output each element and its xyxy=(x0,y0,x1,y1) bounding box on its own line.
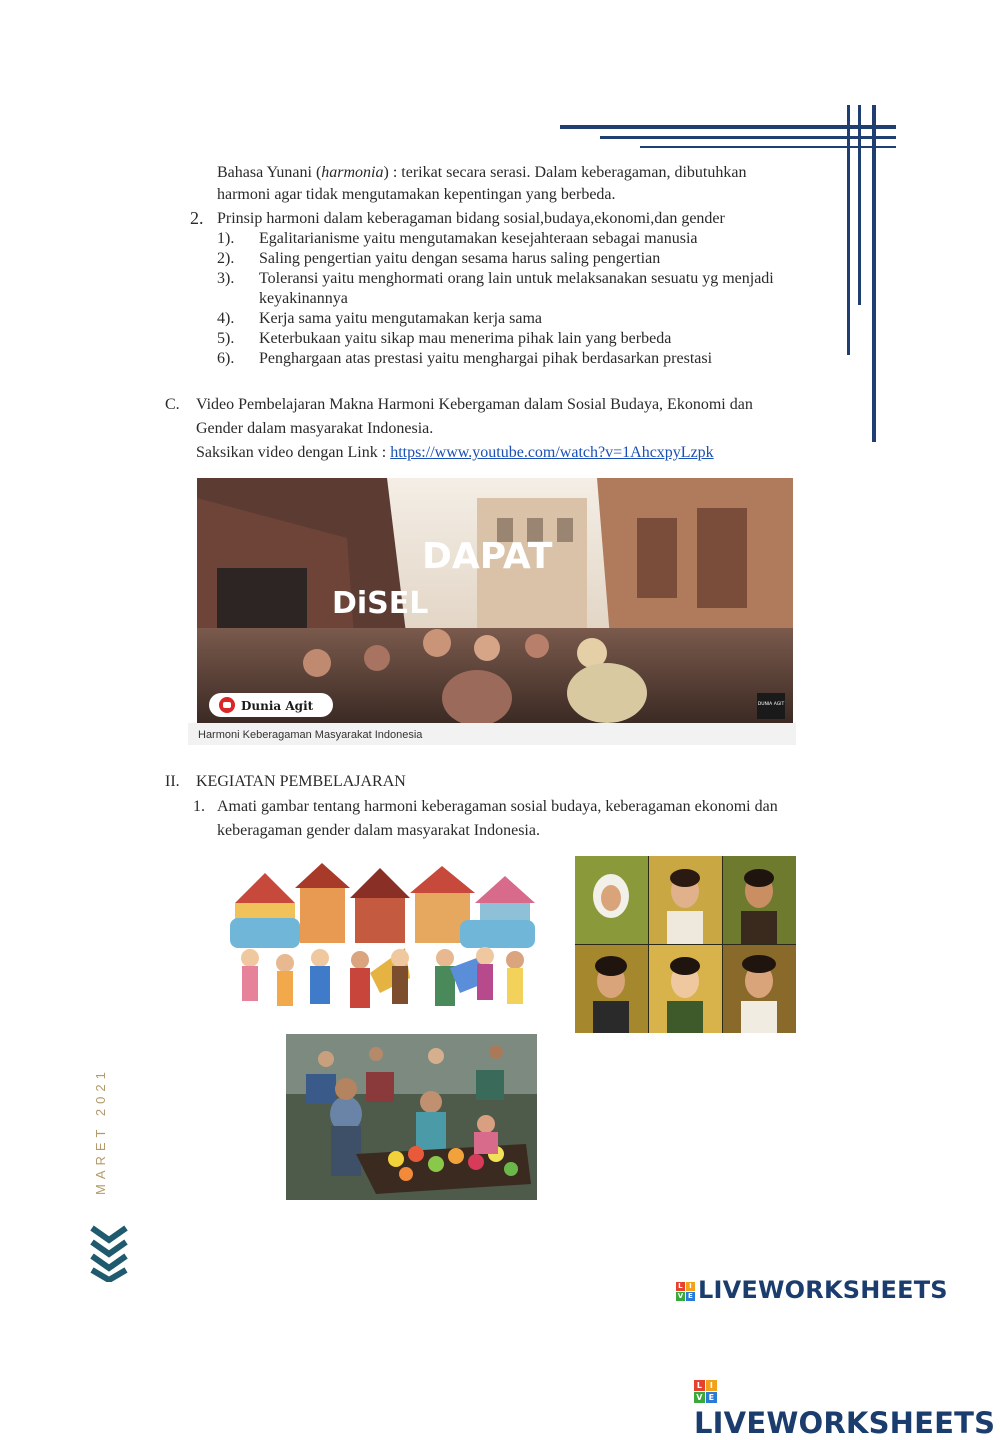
principle-number: 2. xyxy=(190,208,204,228)
video-link-line: Saksikan video dengan Link : https://www.youtube.com/watch?v=1AhcxpyLzpk xyxy=(196,444,714,461)
section-a-line2: harmoni agar tidak mengutamakan kepentingan yang berbeda. xyxy=(217,186,616,203)
overlay-word-disel: DiSEL xyxy=(332,586,429,621)
video-caption: Harmoni Keberagaman Masyarakat Indonesia xyxy=(198,729,423,741)
list-item: 1). Egalitarianisme yaitu mengutamakan kesejahteraan sebagai manusia xyxy=(217,230,698,247)
side-date-label: MARET 2021 xyxy=(93,1067,108,1195)
list-item: 5). Keterbukaan yaitu sikap mau menerima pihak lain yang berbeda xyxy=(217,330,672,347)
overlay-word-dapat: DAPAT xyxy=(422,536,553,577)
list-item: 6). Penghargaan atas prestasi yaitu menghargai pihak berdasarkan prestasi xyxy=(217,350,713,367)
chevron-down-icon xyxy=(90,1224,128,1282)
floating-market-photo xyxy=(286,1034,537,1200)
list-item: 4). Kerja sama yaitu mengutamakan kerja sama xyxy=(217,310,542,327)
liveworksheets-logo-icon: L I V E xyxy=(676,1282,695,1301)
cultural-diversity-illustration xyxy=(230,858,535,1028)
section-ii-title: KEGIATAN PEMBELAJARAN xyxy=(196,773,406,790)
section-ii-numeral: II. xyxy=(165,773,180,790)
liveworksheets-logo-icon: L I V E xyxy=(694,1380,717,1403)
heroines-portraits xyxy=(575,856,796,1033)
video-caption-bar xyxy=(188,723,796,745)
section-a-text xyxy=(217,163,837,205)
list-item-continued: keyakinannya xyxy=(259,290,348,307)
corner-badge: DUNIA AGIT xyxy=(757,702,785,707)
section-ii-item-num: 1. xyxy=(193,798,205,815)
video-thumbnail[interactable] xyxy=(197,478,793,723)
section-c-letter: C. xyxy=(165,396,180,413)
list-item: 3). Toleransi yaitu menghormati orang lain untuk melaksanakan sesuatu yg menjadi xyxy=(217,270,774,287)
principle-list xyxy=(217,229,847,369)
principle-title: Prinsip harmoni dalam keberagaman bidang sosial,budaya,ekonomi,dan gender xyxy=(217,210,725,227)
video-link[interactable]: https://www.youtube.com/watch?v=1AhcxpyLzpk xyxy=(390,444,714,461)
channel-name: Dunia Agit xyxy=(241,699,314,713)
section-ii-item-text: Amati gambar tentang harmoni keberagaman sosial budaya, keberagaman ekonomi dan keberagaman gender dalam masyarakat Indonesia. xyxy=(217,798,778,839)
section-c-text: Video Pembelajaran Makna Harmoni Kebergaman dalam Sosial Budaya, Ekonomi dan Gender dalam masyarakat Indonesia. Saksikan video dengan Link : https://www.youtube.com/watch?v=1AhcxpyLzpk xyxy=(196,395,836,463)
street-scene-image xyxy=(197,478,793,723)
liveworksheets-logo: L I V E LIVEWORKSHEETS xyxy=(694,1380,996,1440)
list-item: 2). Saling pengertian yaitu dengan sesama harus saling pengertian xyxy=(217,250,661,267)
section-a-line1: Bahasa Yunani (harmonia) : terikat secara serasi. Dalam keberagaman, dibutuhkan xyxy=(217,164,747,181)
liveworksheets-logo: L I V E LIVEWORKSHEETS xyxy=(677,1276,948,1304)
